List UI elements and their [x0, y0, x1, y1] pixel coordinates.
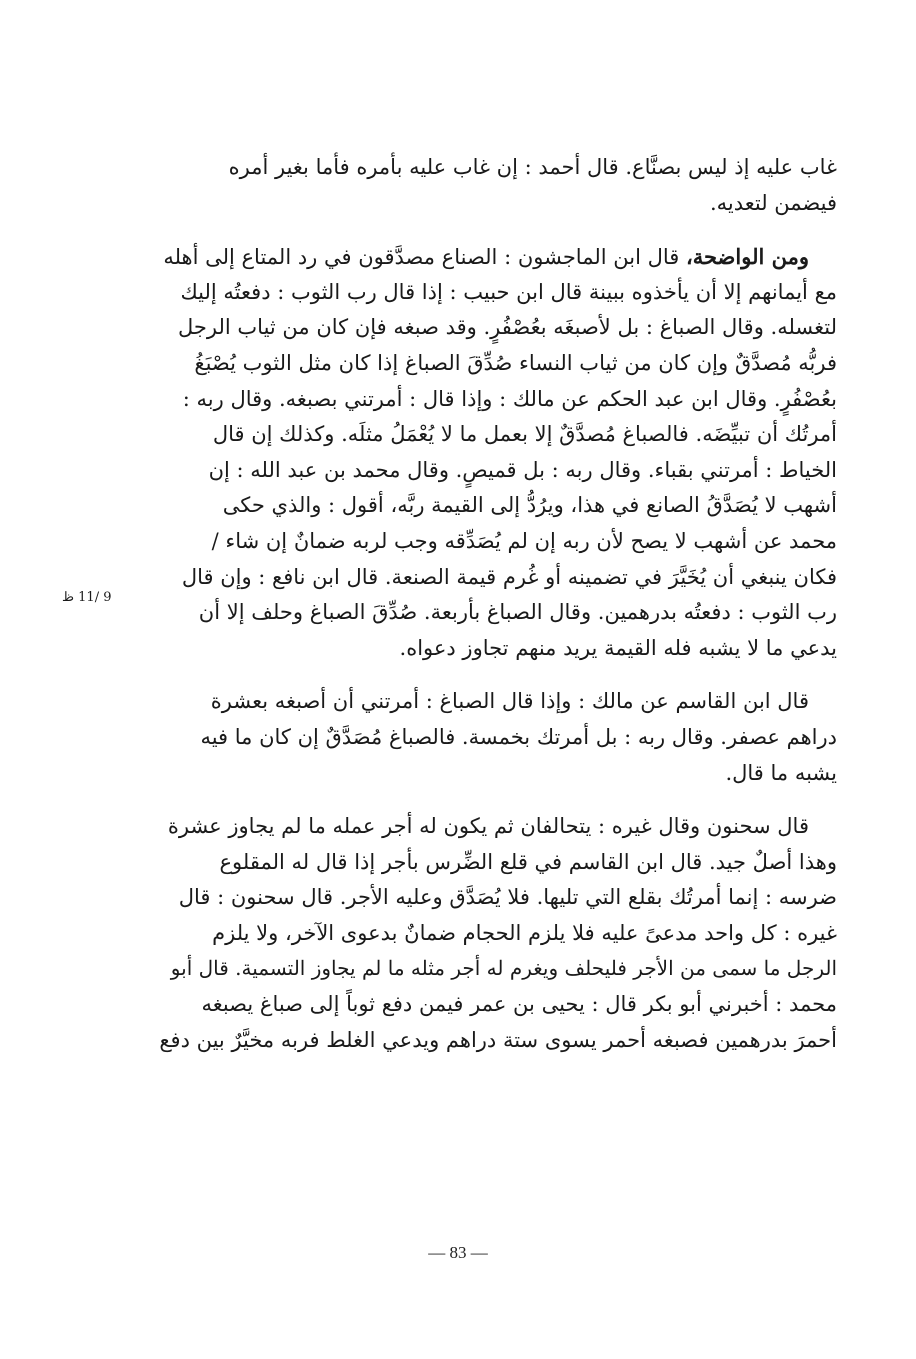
- paragraph: [157, 684, 837, 791]
- text-line: غاب عليه إذ ليس بصنَّاع. قال أحمد : إن غاب عليه بأمره فأما بغير أمره: [228, 155, 837, 179]
- text-line: غيره : كل واحد مدعىً عليه فلا يلزم الحجام ضمانٌ بدعوى الآخر، ولا يلزم: [212, 920, 837, 945]
- text-line: الخياط : أمرتني بقباء. وقال ربه : بل قميصٍ. وقال محمد بن عبد الله : إن: [208, 457, 837, 482]
- text-line: بعُصْفُرٍ. وقال ابن عبد الحكم عن مالك : وإذا قال : أمرتني بصبغه. وقال ربه :: [182, 386, 837, 411]
- text-line: أشهب لا يُصَدَّقُ الصانع في هذا، ويرُدُّ إلى القيمة ربَّه، أقول : والذي حكى: [222, 493, 837, 518]
- paragraph: [157, 809, 837, 1058]
- text-line: قال سحنون وقال غيره : يتحالفان ثم يكون له أجر عمله ما لم يجاوز عشرة: [167, 814, 809, 839]
- paragraph: [157, 239, 837, 666]
- paragraph: [157, 150, 837, 221]
- text-line: يشبه ما قال.: [725, 760, 837, 785]
- body-text: [157, 150, 837, 1076]
- text-line: فربُّه مُصدَّقٌ وإن كان من ثياب النساء صُدِّقَ الصباغ إذا كان مثل الثوب يُصْبَغُ: [194, 350, 837, 375]
- text-line: فيضمن لتعديه.: [709, 190, 837, 215]
- text-line: [157, 239, 837, 275]
- text-line: الرجل ما سمى من الأجر فليحلف ويغرم له أجر مثله ما لم يجاوز التسمية. قال أبو: [170, 956, 837, 981]
- text-line: لتغسله. وقال الصباغ : بل لأصبغَه بعُصْفُرٍ. وقد صبغه فإن كان من ثياب الرجل: [178, 315, 837, 340]
- text-line: مع أيمانهم إلا أن يأخذوه ببينة قال ابن حبيب : إذا قال رب الثوب : دفعتُه إليك: [180, 279, 837, 304]
- text-line: ضرسه : إنما أمرتُك بقلع التي تليها. فلا يُصَدَّق وعليه الأجر. قال سحنون : قال: [178, 885, 837, 910]
- text-line: فكان ينبغي أن يُخَيَّرَ في تضمينه أو غُرم قيمة الصنعة. قال ابن نافع : وإن قال: [181, 564, 837, 589]
- text-line: دراهم عصفر. وقال ربه : بل أمرتك بخمسة. فالصباغ مُصَدَّقٌ إن كان ما فيه: [200, 724, 837, 749]
- page-number: — 83 —: [428, 1243, 488, 1262]
- text-line: يدعي ما لا يشبه فله القيمة يريد منهم تجاوز دعواه.: [399, 635, 837, 660]
- text-line-rest: قال ابن الماجشون : الصناع مصدَّقون في رد المتاع إلى أهله: [163, 245, 686, 270]
- text-line: أحمرَ بدرهمين فصبغه أحمر يسوى ستة دراهم ويدعي الغلط فربه مخيَّرٌ بين دفع: [159, 1027, 837, 1052]
- text-line: رب الثوب : دفعتُه بدرهمين. وقال الصباغ بأربعة. صُدِّقَ الصباغ وحلف إلا أن: [198, 600, 837, 625]
- text-line: قال ابن القاسم عن مالك : وإذا قال الصباغ : أمرتني أن أصبغه بعشرة: [210, 689, 809, 714]
- text-line: محمد : أخبرني أبو بكر قال : يحيى بن عمر فيمن دفع ثوباً إلى صباغ يصبغه: [201, 992, 837, 1017]
- manuscript-folio-note: 9 /11 ظ: [62, 590, 112, 605]
- text-line: وهذا أصلٌ جيد. قال ابن القاسم في قلع الضِّرس بأجر إذا قال له المقلوع: [219, 849, 837, 874]
- text-line: أمرتُك أن تبيِّضَه. فالصباغ مُصدَّقٌ إلا بعمل ما لا يُعْمَلُ مثلَه. وكذلك إن قال: [212, 422, 837, 447]
- text-line: محمد عن أشهب لا يصح لأن ربه إن لم يُصَدِّقه وجب لربه ضمانٌ إن شاء /: [211, 528, 837, 553]
- source-title: ومن الواضحة،: [685, 244, 809, 270]
